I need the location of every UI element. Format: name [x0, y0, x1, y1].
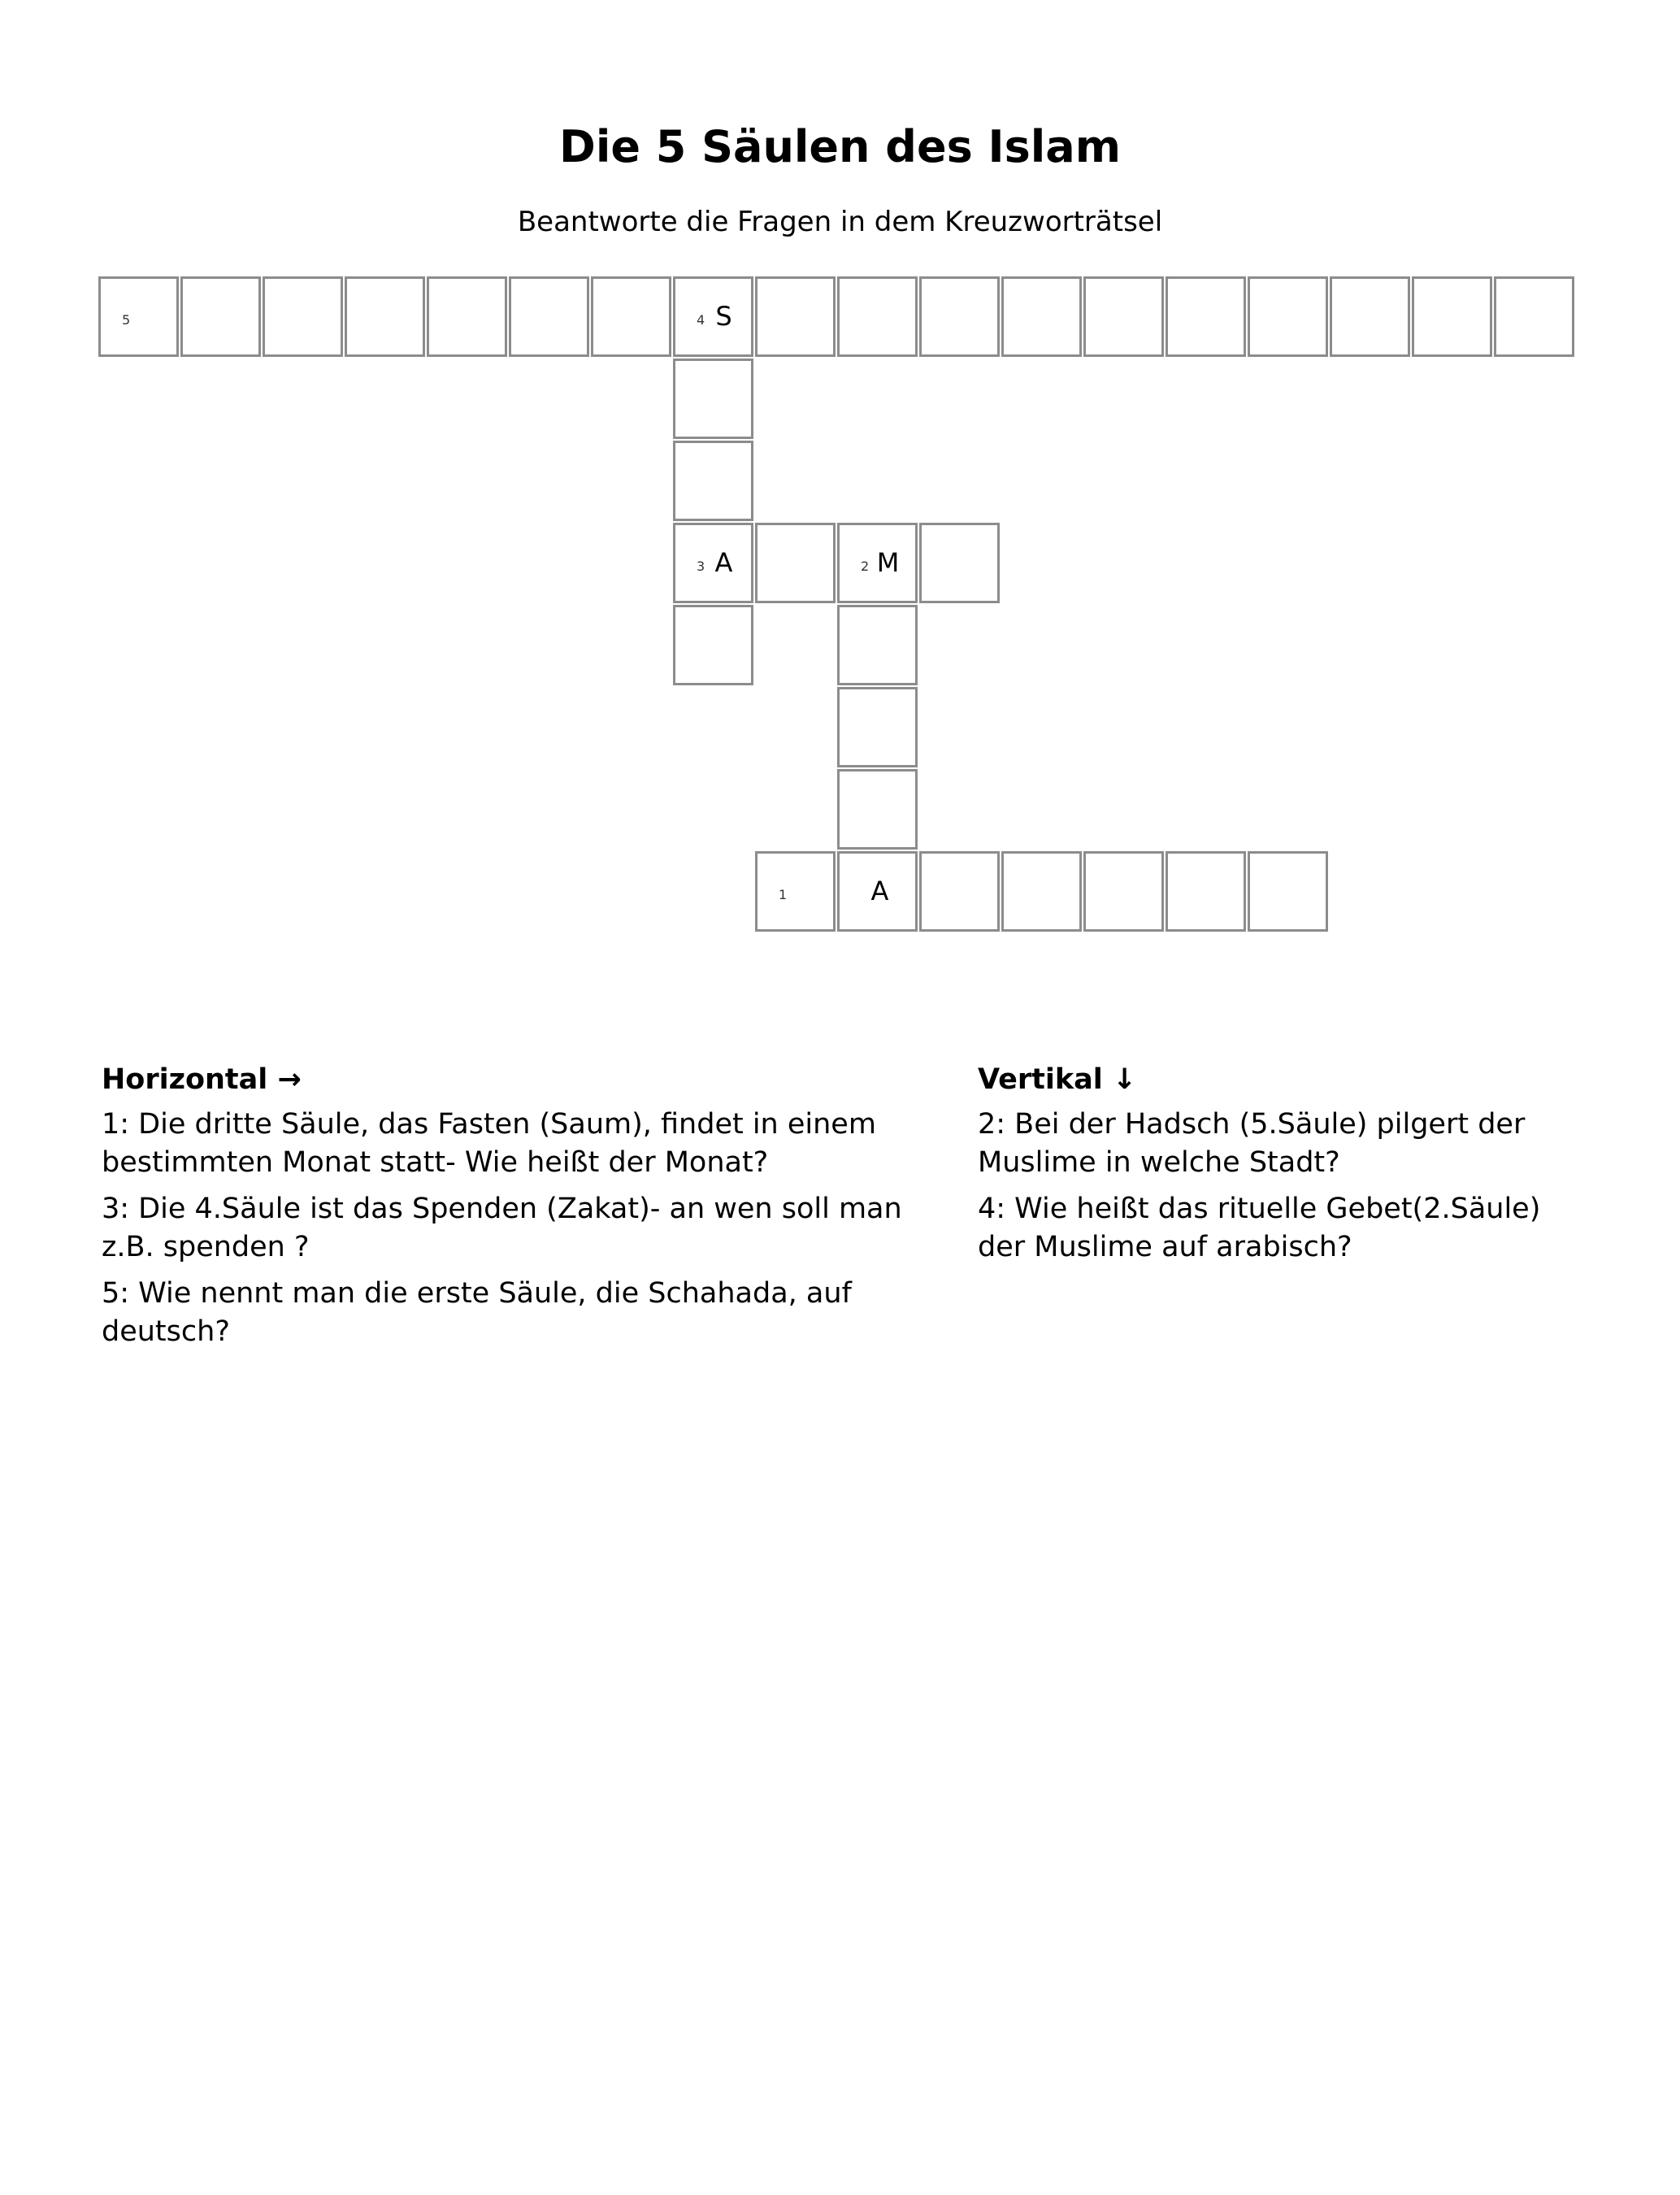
crossword-cell[interactable]: [837, 523, 918, 603]
crossword-cell[interactable]: [673, 276, 753, 357]
crossword-cell[interactable]: [673, 359, 753, 439]
crossword-cell[interactable]: [509, 276, 589, 357]
crossword-cell[interactable]: [919, 276, 1000, 357]
vertical-clue: 2: Bei der Hadsch (5.Säule) pilgert der Muslime in welche Stadt?: [978, 1108, 1526, 1179]
page-title: Die 5 Säulen des Islam: [559, 121, 1121, 172]
vertical-heading: Vertikal ↓: [978, 1063, 1137, 1096]
crossword-cell[interactable]: [1248, 276, 1328, 357]
cell-letter: S: [715, 301, 732, 332]
crossword-cell[interactable]: [919, 523, 1000, 603]
crossword-cell[interactable]: [591, 276, 671, 357]
crossword-cell[interactable]: [837, 687, 918, 767]
crossword-cell[interactable]: [755, 276, 836, 357]
crossword-cell[interactable]: [1166, 851, 1246, 932]
crossword-cell[interactable]: [1166, 276, 1246, 357]
horizontal-clue: 1: Die dritte Säule, das Fasten (Saum), findet in einem bestimmten Monat statt- Wie heißt der Monat?: [102, 1108, 876, 1179]
crossword-cell[interactable]: [180, 276, 261, 357]
horizontal-clue: 3: Die 4.Säule ist das Spenden (Zakat)- an wen soll man z.B. spenden ?: [102, 1193, 902, 1263]
crossword-cell[interactable]: [1330, 276, 1410, 357]
horizontal-clue: 5: Wie nennt man die erste Säule, die Schahada, auf deutsch?: [102, 1277, 852, 1348]
crossword-cell[interactable]: [263, 276, 343, 357]
vertical-clue: 4: Wie heißt das rituelle Gebet(2.Säule) der Muslime auf arabisch?: [978, 1193, 1541, 1263]
crossword-cell[interactable]: [1083, 276, 1164, 357]
crossword-cell[interactable]: [755, 523, 836, 603]
crossword-cell[interactable]: [1248, 851, 1328, 932]
crossword-cell[interactable]: [919, 851, 1000, 932]
clue-number: 3: [697, 559, 705, 574]
cell-letter: M: [876, 547, 900, 578]
crossword-cell[interactable]: [1494, 276, 1574, 357]
cell-letter: A: [870, 876, 889, 906]
crossword-cell[interactable]: [837, 769, 918, 850]
crossword-cell[interactable]: [1083, 851, 1164, 932]
clue-number: 5: [122, 312, 131, 328]
clue-number: 2: [861, 559, 870, 574]
vertical-clues: [978, 1061, 1595, 1275]
horizontal-clues: [102, 1061, 963, 1359]
horizontal-heading: Horizontal →: [102, 1063, 302, 1096]
crossword-cell[interactable]: [673, 605, 753, 685]
crossword-cell[interactable]: [98, 276, 179, 357]
crossword-cell[interactable]: [673, 523, 753, 603]
crossword-cell[interactable]: [1001, 851, 1082, 932]
crossword-cell[interactable]: [427, 276, 507, 357]
crossword-cell[interactable]: [345, 276, 425, 357]
crossword-cell[interactable]: [837, 605, 918, 685]
clue-number: 1: [779, 887, 788, 902]
crossword-grid: [0, 0, 1680, 976]
crossword-cell[interactable]: [837, 276, 918, 357]
clue-number: 4: [697, 312, 705, 328]
page-subtitle: Beantworte die Fragen in dem Kreuzworträtsel: [517, 206, 1163, 238]
crossword-cell[interactable]: [673, 441, 753, 521]
cell-letter: A: [714, 547, 733, 578]
crossword-cell[interactable]: [1412, 276, 1492, 357]
crossword-cell[interactable]: [837, 851, 918, 932]
crossword-cell[interactable]: [755, 851, 836, 932]
crossword-cell[interactable]: [1001, 276, 1082, 357]
